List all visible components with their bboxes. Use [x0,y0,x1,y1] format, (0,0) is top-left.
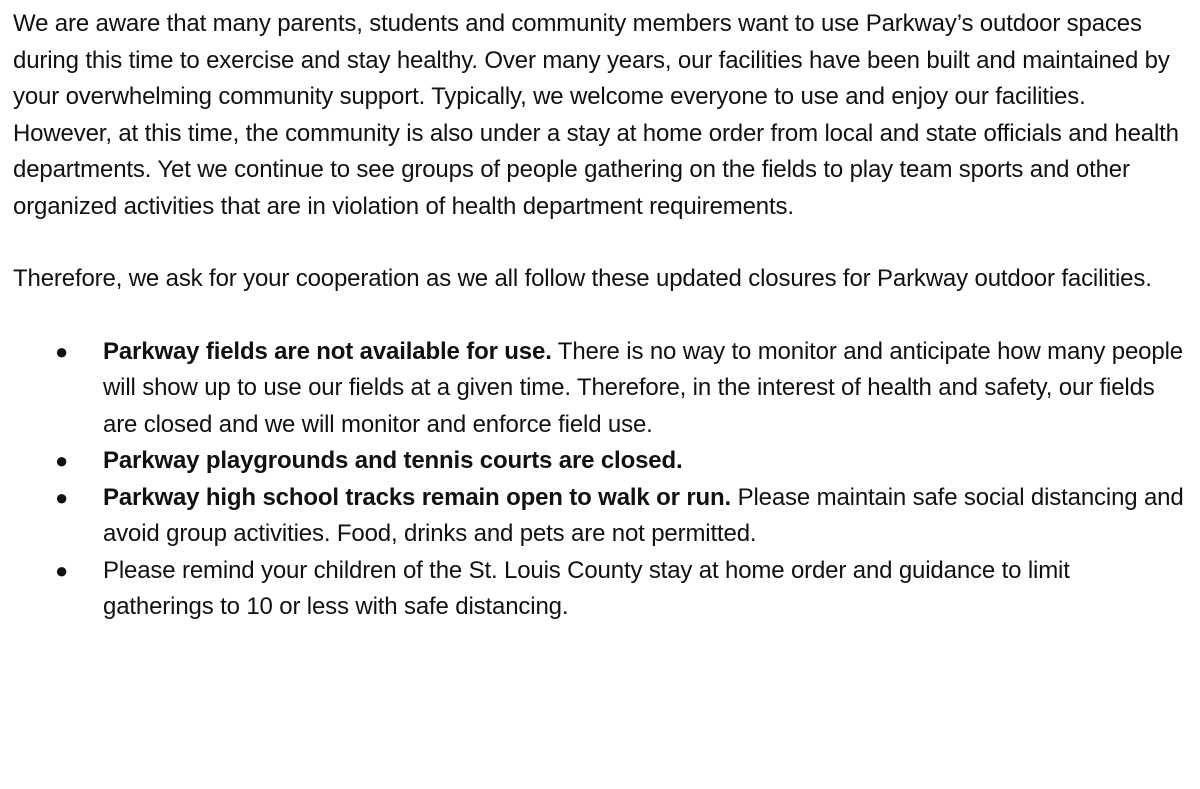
cooperation-paragraph: Therefore, we ask for your cooperation as we all follow these updated closures for Parkway outdoor facilities. [13,265,1152,292]
list-item-lead: Parkway high school tracks remain open to walk or run. [103,483,732,511]
closures-list [13,334,1193,626]
bullet-icon: ● [55,338,69,364]
list-item-fields [13,334,1185,444]
list-item-reminder [13,553,1185,626]
list-item-tracks [13,480,1185,553]
list-item-playgrounds [13,443,1185,480]
list-item-lead: Parkway fields are not available for use. [103,337,552,365]
bullet-icon: ● [55,448,69,473]
list-item-text: Please remind your children of the St. Louis County stay at home order and guidance to limit gatherings to 10 or less with safe distancing. [103,556,1070,620]
document-body [13,6,1193,626]
bullet-icon: ● [55,557,69,583]
list-item-lead: Parkway playgrounds and tennis courts are closed. [103,447,683,474]
bullet-icon: ● [55,484,69,510]
list-item-text: There is no way to monitor and anticipate how many people will show up to use our fields at a given time. Therefore, in the interest of health and safety, our fields are closed and we will monitor and enforce field use. [103,337,1183,438]
list-item-text: Please maintain safe social distancing and avoid group activities. Food, drinks and pets are not permitted. [103,483,1184,547]
intro-paragraph: We are aware that many parents, students and community members want to use Parkway’s outdoor spaces during this time to exercise and stay healthy. Over many years, our facilities have been built and maintained by your overwhelming community support. Typically, we welcome everyone to use and enjoy our facilities. However, at this time, the community is also under a stay at home order from local and state officials and health departments. Yet we continue to see groups of people gathering on the fields to play team sports and other organized activities that are in violation of health department requirements. [13,10,1179,220]
